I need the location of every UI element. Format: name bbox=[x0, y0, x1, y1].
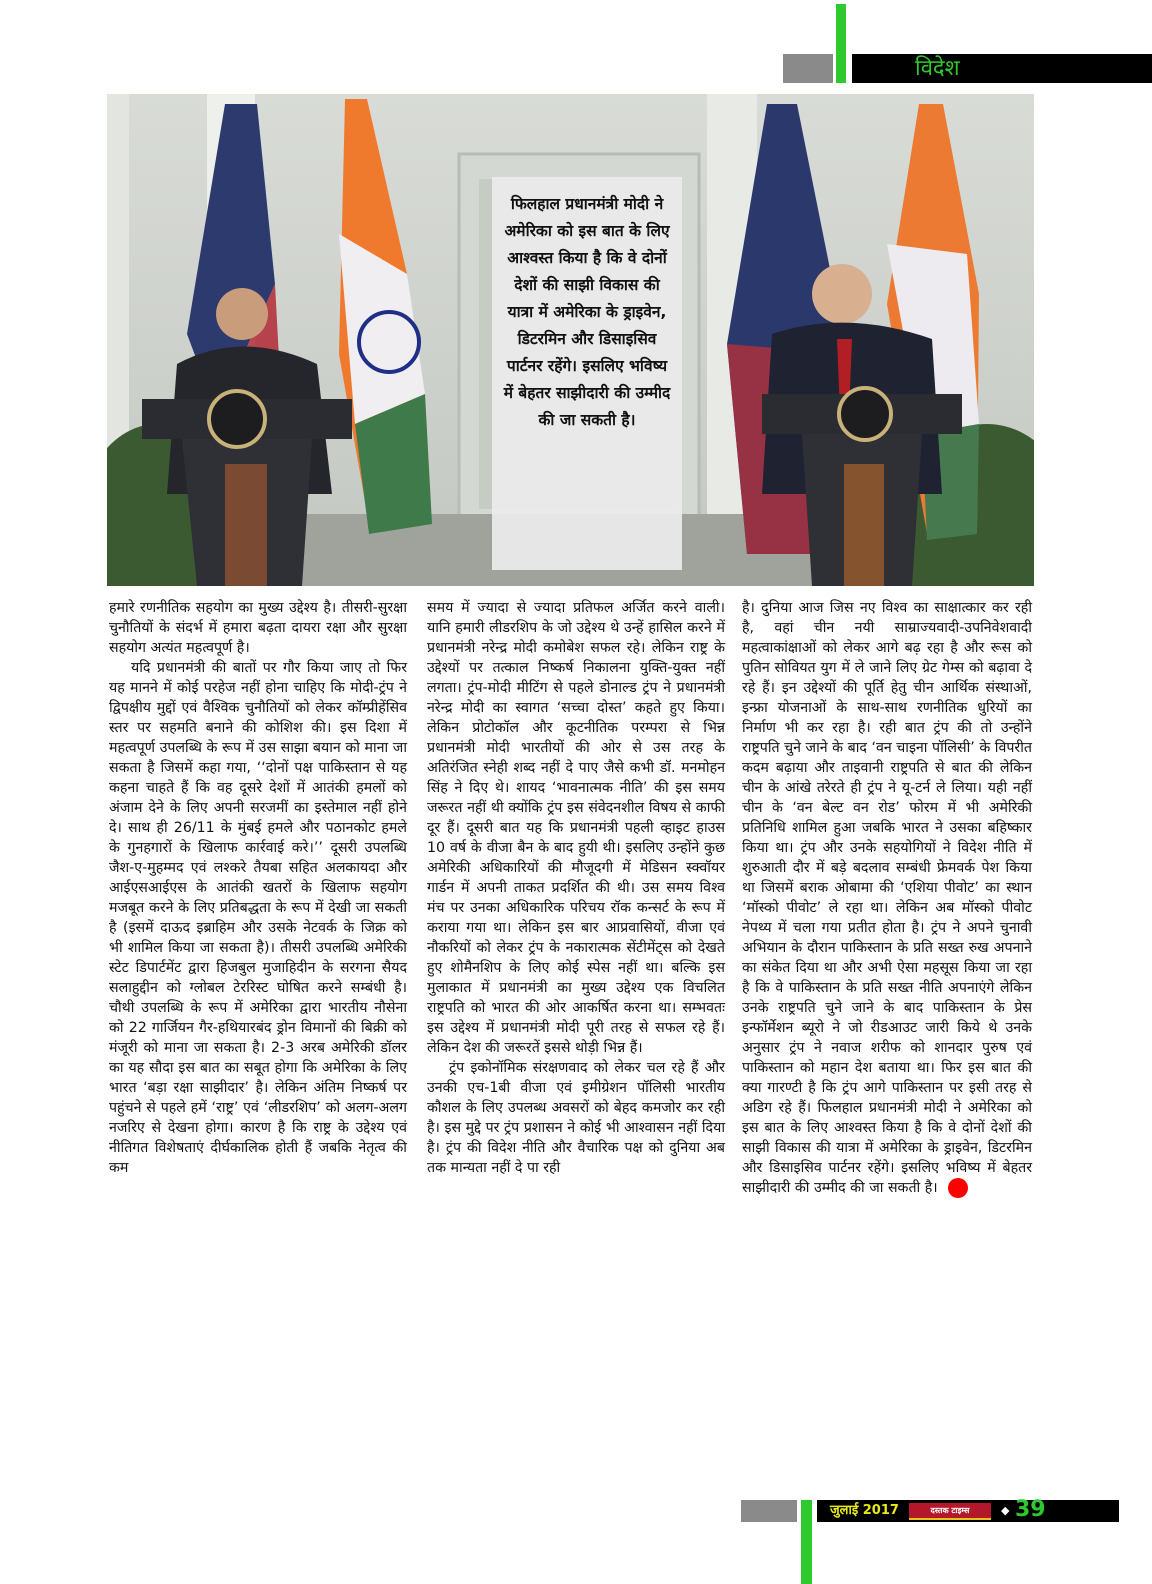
issue-date: जुलाई 2017 bbox=[830, 1503, 899, 1518]
article-column-2 bbox=[427, 598, 725, 1178]
pull-quote-text: फिलहाल प्रधानमंत्री मोदी ने अमेरिका को इस बात के लिए आश्वस्त किया है कि वे दोनों देशों की साझी विकास की यात्रा में अमेरिका के ड्राइवेन, डिटरमिन और डिसाइसिव पार्टनर रहेंगे। इसलिए भविष्य में बेहतर साझीदारी की उम्मीद की जा सकती है। bbox=[503, 195, 671, 429]
podium-right-wood bbox=[844, 464, 884, 586]
page-number: 39 bbox=[1015, 1497, 1046, 1522]
paragraph: ट्रंप इकोनॉमिक संरक्षणवाद को लेकर चल रहे हैं और उनकी एच-1बी वीजा एवं इमीग्रेशन पॉलिसी भारतीय कौशल के लिए उपलब्ध अवसरों को बेहद कमजोर कर रही है। इस मुद्दे पर ट्रंप प्रशासन ने कोई भी आश्वासन नहीं दिया है। ट्रंप की विदेश नीति और वैचारिक पक्ष को दुनिया अब तक मान्यता नहीं दे पा रही bbox=[427, 1060, 725, 1176]
article-column-1 bbox=[109, 598, 407, 1178]
presidential-seal-right bbox=[839, 388, 891, 440]
paragraph: यदि प्रधानमंत्री की बातों पर गौर किया जाए तो फिर यह मानने में कोई परहेज नहीं होना चाहिए कि मोदी-ट्रंप ने द्विपक्षीय मुद्दों एवं वैश्विक चुनौतियों को लेकर कॉम्प्रीहेंसिव स्तर पर सहमति बनाने की कोशिश की। इस दिशा में महत्वपूर्ण उपलब्धि के रूप में उस साझा बयान को माना जा सकता है जिसमें कहा गया, ‘‘दोनों पक्ष पाकिस्तान से यह कहना चाहते हैं कि वह दूसरे देशों में आतंकी हमलों को अंजाम देने के लिए अपनी सरजमीं का इस्तेमाल नहीं होने दे। साथ ही 26/11 के मुंबई हमले और पठानकोट हमले के गुनहगारों के खिलाफ कार्रवाई करे।’’ दूसरी उपलब्धि जैश-ए-मुहम्मद एवं लश्करे तैयबा सहित अलकायदा और आईएसआईएस के आतंकी खतरों के खिलाफ सहयोग मजबूत करने के लिए प्रतिबद्धता के रूप में देखी जा सकती है (इसमें दाऊद इब्राहिम और उसके नेटवर्क के जिक्र को भी शामिल किया जा सकता है)। तीसरी उपलब्धि अमेरिकी स्टेट डिपार्टमेंट द्वारा हिजबुल मुजाहिदीन के सरगना सैयद सलाहुद्दीन को ग्लोबल टेररिस्ट घोषित करने सम्बंधी है। चौथी उपलब्धि के रूप में अमेरिका द्वारा भारतीय नौसेना को 22 गार्जियन गैर-हथियारबंद ड्रोन विमानों की बिक्री को मंजूरी को माना जा सकता है। 2-3 अरब अमेरिकी डॉलर का यह सौदा इस बात का सबूत होगा कि अमेरिका के लिए भारत ‘बड़ा रक्षा साझीदार’ है। लेकिन अंतिम निष्कर्ष पर पहुंचने से पहले हमें ‘राष्ट्र’ एवं ‘लीडरशिप’ को अलग-अलग नजरिए से देखना होगा। कारण है कि राष्ट्र के उद्देश्य एवं नीतिगत विशेषताएं दीर्घकालिक होती हैं जबकि नेतृत्व की कम bbox=[109, 660, 407, 1176]
footer-gray-block bbox=[741, 1500, 797, 1522]
magazine-logo: दस्तक टाइम्स bbox=[909, 1503, 991, 1520]
presidential-seal-left bbox=[209, 391, 265, 447]
diamond-separator-icon: ◆ bbox=[1001, 1504, 1010, 1517]
paragraph: हमारे रणनीतिक सहयोग का मुख्य उद्देश्य है। तीसरी-सुरक्षा चुनौतियों के संदर्भ में हमारा बढ़ता दायरा रक्षा और सुरक्षा सहयोग अत्यंत महत्वपूर्ण है। bbox=[109, 600, 407, 656]
paragraph bbox=[742, 598, 1032, 1198]
paragraph-text: है। दुनिया आज जिस नए विश्व का साक्षात्कार कर रही है, वहां चीन नयी साम्राज्यवादी-उपनिवेशवादी महत्वाकांक्षाओं को लेकर आगे बढ़ रहा है और रूस को पुतिन सोवियत युग में ले जाने लिए ग्रेट गेम्स को बढ़ावा दे रहे हैं। इन उद्देश्यों की पूर्ति हेतु चीन आर्थिक संस्थाओं, इन्फ्रा योजनाओं के साथ-साथ रणनीतिक धुरियों का निर्माण भी कर रहा है। रही बात ट्रंप की तो उन्होंने राष्ट्रपति चुने जाने के बाद ‘वन चाइना पॉलिसी’ के विपरीत कदम बढ़ाया और ताइवानी राष्ट्रपति से बात की लेकिन चीन के आंखे तरेरते ही ट्रंप ने यू-टर्न ले लिया। यही नहीं चीन के ‘वन बेल्ट वन रोड’ फोरम में भी अमेरिकी प्रतिनिधि शामिल हुआ जबकि भारत ने उसका बहिष्कार किया था। ट्रंप और उनके सहयोगियों ने विदेश नीति में शुरुआती दौर में बड़े बदलाव सम्बंधी फ्रेमवर्क पेश किया था जिसमें बराक ओबामा की ‘एशिया पीवोट’ का स्थान ‘मॉस्को पीवोट’ ले रहा था। लेकिन अब मॉस्को पीवोट नेपथ्य में चला गया प्रतीत होता है। ट्रंप ने अपने चुनावी अभियान के दौरान पाकिस्तान के प्रति सख्त रुख अपनाने का संकेत दिया था और अभी ऐसा महसूस किया जा रहा है कि वे पाकिस्तान के प्रति सख्त नीति अपनाएंगे लेकिन उनके राष्ट्रपति चुने जाने के बाद पाकिस्तान के प्रेस इन्फॉर्मेशन ब्यूरो ने जो रीडआउट जारी किये थे उनके अनुसार ट्रंप ने नवाज शरीफ को शानदार पुरुष एवं पाकिस्तान को महान देश बताया था। फिर इस बात की क्या गारण्टी है कि ट्रंप आगे पाकिस्तान पर इसी तरह से अडिग रहे हैं। फिलहाल प्रधानमंत्री मोदी ने अमेरिका को इस बात के लिए आश्वस्त किया है कि वे दोनों देशों की साझी विकास की यात्रा में अमेरिका के ड्राइवेन, डिटरमिन और डिसाइसिव पार्टनर रहेंगे। इसलिए भविष्य में बेहतर साझीदारी की उम्मीद की जा सकती है। bbox=[742, 600, 1032, 1196]
section-title: विदेश bbox=[915, 56, 960, 81]
speaker-left-head bbox=[216, 288, 268, 340]
end-mark-dot-icon bbox=[948, 1178, 968, 1198]
paragraph: समय में ज्यादा से ज्यादा प्रतिफल अर्जित करने वाली। यानि हमारी लीडरशिप के जो उद्देश्य थे उन्हें हासिल करने में प्रधानमंत्री नरेन्द्र मोदी कमोबेश सफल रहे। लेकिन राष्ट्र के उद्देश्यों पर तत्काल निष्कर्ष निकालना युक्ति-युक्त नहीं लगता। ट्रंप-मोदी मीटिंग से पहले डोनाल्ड ट्रंप ने प्रधानमंत्री नरेन्द्र मोदी का स्वागत ‘सच्चा दोस्त’ कहते हुए किया। लेकिन प्रोटोकॉल और कूटनीतिक परम्परा से भिन्न प्रधानमंत्री मोदी भारतीयों की ओर से उस तरह के अतिरंजित स्नेही शब्द नहीं दे पाए जैसे कभी डॉ. मनमोहन सिंह ने दिए थे। शायद ‘भावनात्मक नीति’ की इस समय जरूरत नहीं थी क्योंकि ट्रंप इस संवेदनशील विषय से काफी दूर हैं। दूसरी बात यह कि प्रधानमंत्री पहली व्हाइट हाउस 10 वर्ष के वीजा बैन के बाद हुयी थी। इसलिए उन्होंने कुछ अमेरिकी अधिकारियों की मौजूदगी में मेडिसन स्क्वॉयर गार्डन में अपनी ताकत प्रदर्शित की थी। उस समय विश्व मंच पर उनका अधिकारिक परिचय रॉक कन्सर्ट के रूप में कराया गया था। लेकिन इस बार आप्रवासियों, वीजा एवं नौकरियों को लेकर ट्रंप के नकारात्मक सेंटीमेंट्स को देखते हुए शोमैनशिप के लिए कोई स्पेस नहीं था। बल्कि इस मुलाकात में प्रधानमंत्री का मुख्य उद्देश्य एक विचलित राष्ट्रपति को भारत की ओर आकर्षित करना था। सम्भवतः इस उद्देश्य में प्रधानमंत्री मोदी पूरी तरह से सफल रहे हैं। लेकिन देश की जरूरतें इससे थोड़ी भिन्न हैं। bbox=[427, 600, 725, 1056]
header-black-bar bbox=[852, 54, 1152, 83]
pull-quote-box bbox=[492, 177, 682, 570]
article-photo bbox=[107, 94, 1034, 586]
article-column-3 bbox=[742, 598, 1032, 1198]
header-gray-block bbox=[783, 54, 833, 83]
podium-left-wood bbox=[225, 464, 267, 586]
footer-green-bar bbox=[801, 1500, 812, 1584]
header-green-bar bbox=[836, 4, 846, 83]
speaker-right-head bbox=[812, 264, 872, 324]
